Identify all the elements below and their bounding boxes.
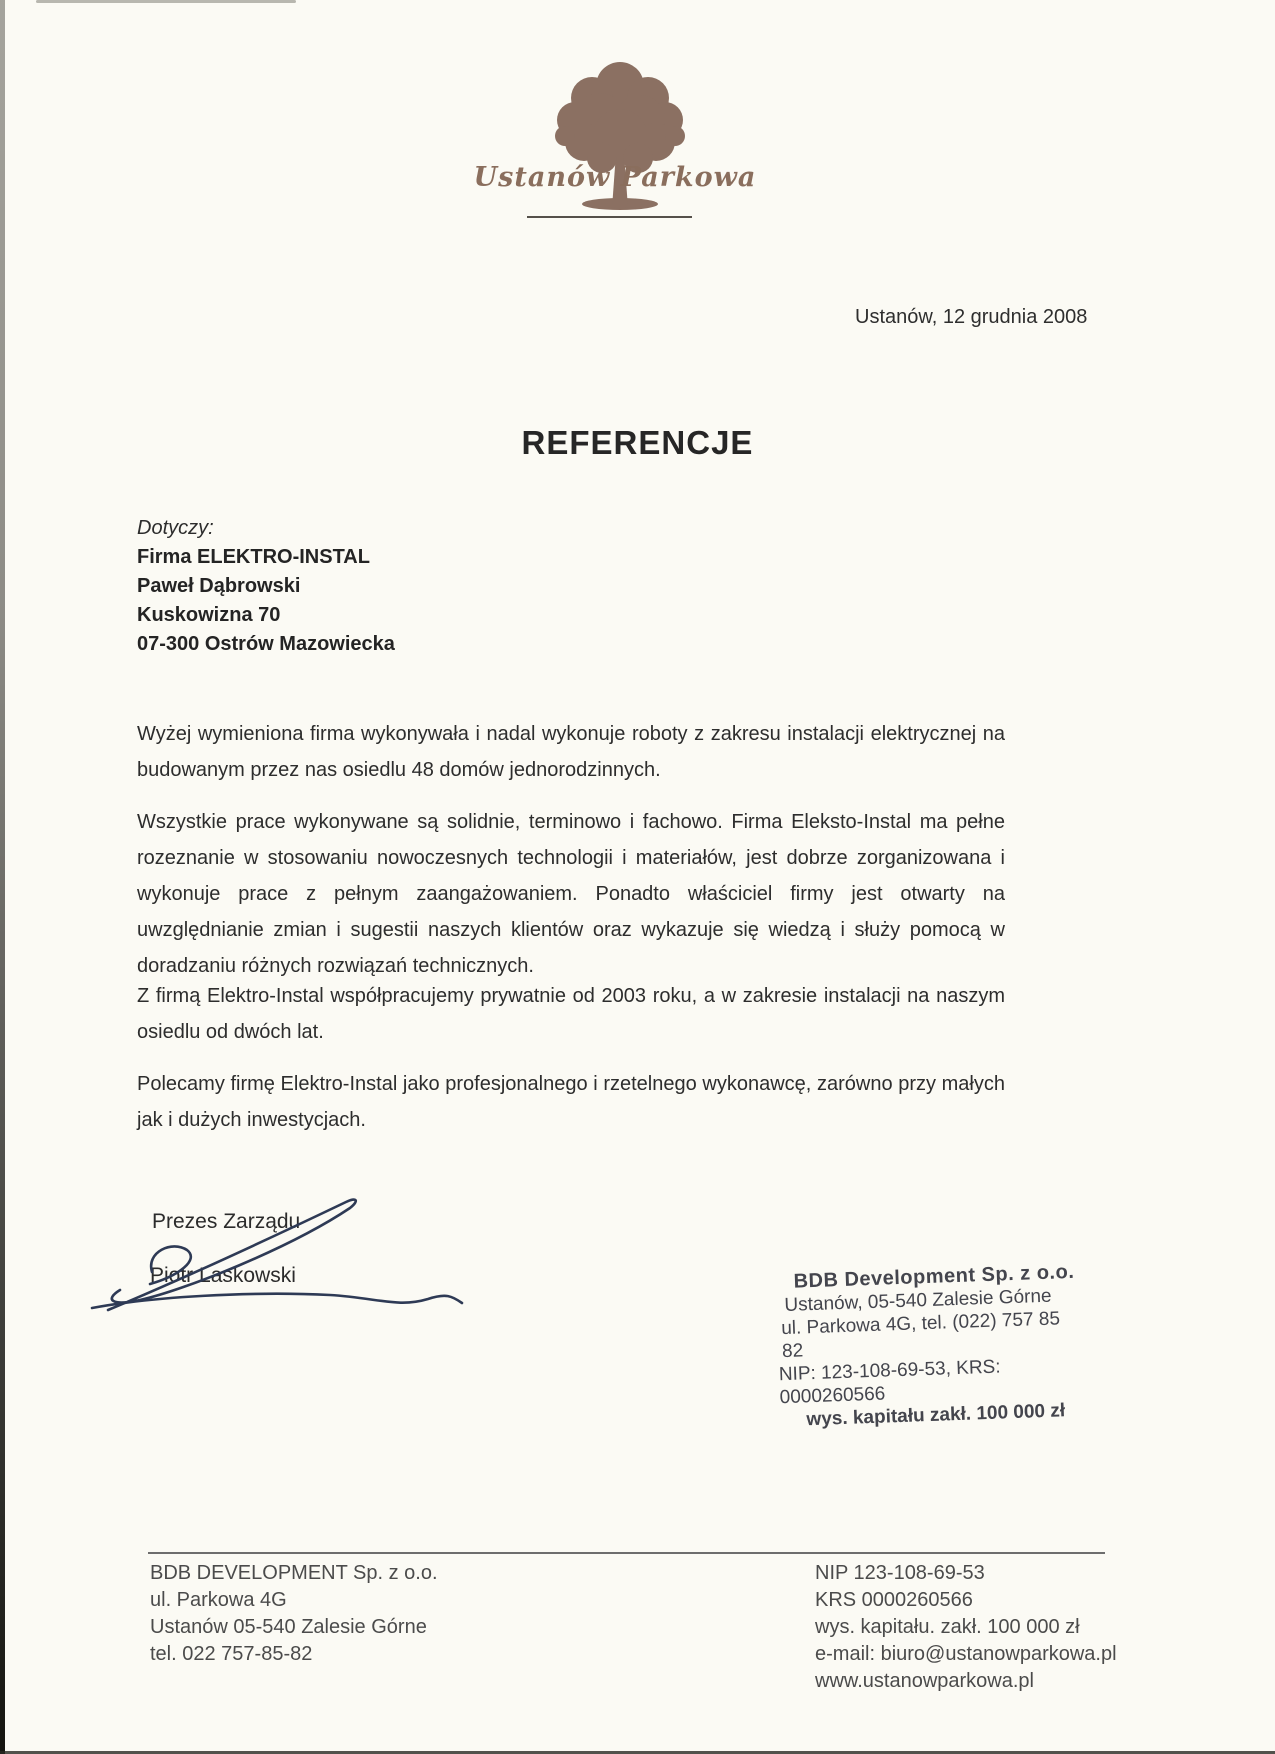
signer-role: Prezes Zarządu	[152, 1210, 301, 1233]
footer-email: e-mail: biuro@ustanowparkowa.pl	[815, 1643, 1117, 1665]
footer-phone: tel. 022 757-85-82	[150, 1643, 313, 1665]
document-title: REFERENCJE	[521, 424, 754, 461]
stamp-line-capital: wys. kapitału zakł. 100 000 zł	[806, 1400, 1066, 1431]
footer-city: Ustanów 05-540 Zalesie Górne	[150, 1616, 427, 1638]
recipient-city: 07-300 Ostrów Mazowiecka	[137, 633, 395, 655]
tree-icon	[520, 58, 730, 228]
footer-website: www.ustanowparkowa.pl	[815, 1670, 1034, 1692]
recipient-street: Kuskowizna 70	[137, 604, 281, 626]
footer-nip: NIP 123-108-69-53	[815, 1562, 985, 1584]
paragraph-4: Polecamy firmę Elektro-Instal jako profesjonalnego i rzetelnego wykonawcę, zarówno przy małych jak i dużych inwestycjach.	[137, 1073, 1005, 1131]
logo-underline	[527, 216, 692, 218]
company-stamp	[775, 1261, 1080, 1432]
footer-street: ul. Parkowa 4G	[150, 1589, 287, 1611]
stamp-line-address: ul. Parkowa 4G, tel. (022) 757 85 82	[780, 1308, 1061, 1363]
recipient-company: Firma ELEKTRO-INSTAL	[137, 546, 370, 568]
stamp-line-nip-krs: NIP: 123-108-69-53, KRS: 0000260566	[778, 1356, 1001, 1409]
footer-capital: wys. kapitału. zakł. 100 000 zł	[815, 1616, 1080, 1638]
footer-divider	[148, 1552, 1105, 1554]
paragraph-2: Wszystkie prace wykonywane są solidnie, terminowo i fachowo. Firma Eleksto-Instal ma pełne rozeznanie w stosowaniu nowoczesnych technologii i materiałów, jest dobrze zorganizowana i wykonuje prace z pełnym zaangażowaniem. Ponadto właściciel firmy jest otwarty na uwzględnianie zmian i sugestii naszych klientów oraz wykazuje się wiedzą i służy pomocą w doradzaniu różnych rozwiązań technicznych.	[137, 811, 1005, 977]
recipient-person: Paweł Dąbrowski	[137, 575, 301, 597]
scan-smudge-top	[36, 0, 296, 3]
date-line: Ustanów, 12 grudnia 2008	[855, 306, 1088, 328]
company-logo	[520, 58, 730, 228]
footer-left-column	[150, 1560, 438, 1668]
stamp-line-company: BDB Development Sp. z o.o.	[793, 1260, 1075, 1293]
recipient-label: Dotyczy:	[137, 517, 214, 539]
paragraph-1: Wyżej wymieniona firma wykonywała i nadal wykonuje roboty z zakresu instalacji elektrycznej na budowanym przez nas osiedlu 48 domów jednorodzinnych.	[137, 723, 1005, 781]
stamp-line-city: Ustanów, 05-540 Zalesie Górne	[784, 1285, 1052, 1316]
footer-krs: KRS 0000260566	[815, 1589, 973, 1611]
footer-company: BDB DEVELOPMENT Sp. z o.o.	[150, 1562, 438, 1584]
logo-script-text: Ustanów Parkowa	[473, 162, 757, 193]
recipient-block	[137, 514, 395, 659]
signer-name: Piotr Laskowski	[150, 1264, 296, 1287]
paragraph-3: Z firmą Elektro-Instal współpracujemy prywatnie od 2003 roku, a w zakresie instalacji na naszym osiedlu od dwóch lat.	[137, 985, 1005, 1043]
footer-right-column	[815, 1560, 1117, 1695]
scan-edge-artifact-left	[0, 0, 5, 1754]
